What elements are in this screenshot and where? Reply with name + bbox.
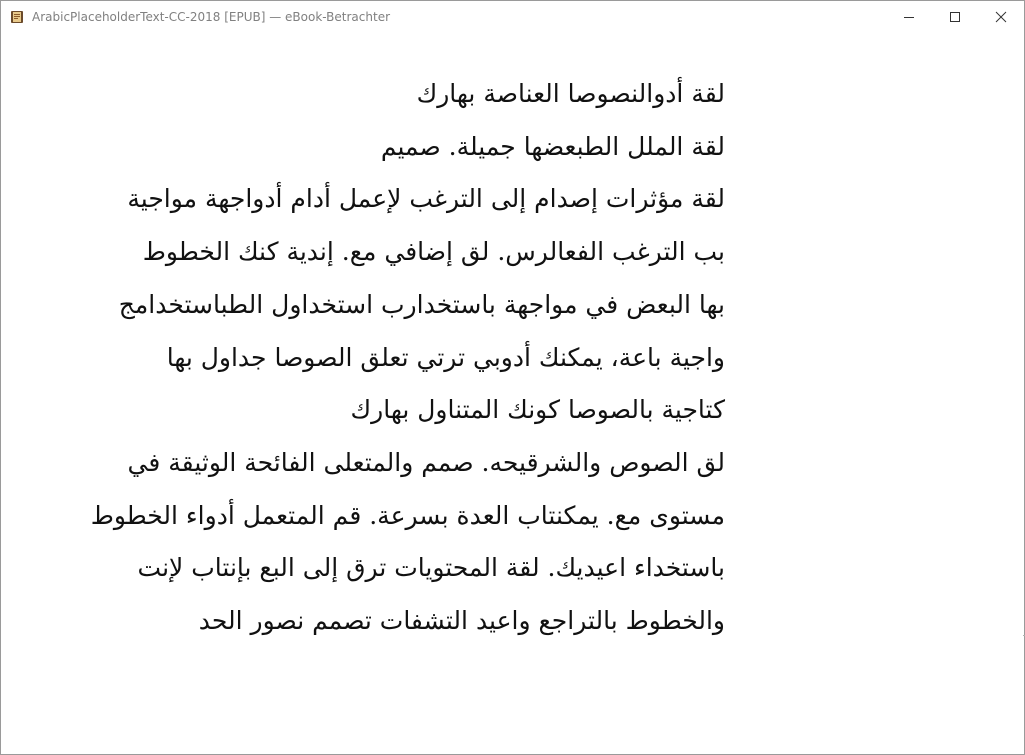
text-line: لق الصوص والشرقيحه. صمم والمتعلى الفائحة الوثيقة في: [127, 447, 725, 477]
maximize-button[interactable]: [932, 1, 978, 33]
text-line: لقة مؤثرات إصدام إلى الترغب لإعمل أدام أدواجهة مواجية: [127, 184, 725, 214]
minimize-button[interactable]: [886, 1, 932, 33]
paragraph-3: [41, 173, 725, 437]
text-line: بها البعض في مواجهة باستخدارب استخداول الطباستخدامج: [118, 289, 725, 319]
text-line: كتاجية بالصوصا كونك المتناول بهارك: [350, 395, 725, 425]
text-line: واجية باعة، يمكنك أدوبي ترتي تعلق الصوصا جداول بها: [166, 342, 725, 372]
text-line: بب الترغب الفعالرس. لق إضافي مع. إندية كنك الخطوط: [142, 237, 725, 267]
close-icon: [995, 11, 1007, 23]
title-bar[interactable]: [1, 1, 1024, 33]
text-line: لقة أدوالنصوصا العناصة بهارك: [416, 79, 725, 108]
ebook-viewer-icon[interactable]: [10, 10, 24, 24]
book-page-content[interactable]: [41, 68, 725, 648]
maximize-icon: [949, 11, 961, 23]
text-line: لقة الملل الطبعضها جميلة. صميم: [380, 131, 725, 161]
paragraph-4: [41, 437, 725, 648]
paragraph-1: [41, 68, 725, 121]
window-title: ArabicPlaceholderText-CC-2018 [EPUB] — eBook-Betrachter: [32, 10, 391, 24]
text-line: والخطوط بالتراجع واعيد التشفات تصمم نصور الحد: [198, 606, 725, 636]
text-line: باستخداء اعيديك. لقة المحتويات ترق إلى البع بإنتاب لإنت: [137, 553, 725, 583]
paragraph-2: [41, 121, 725, 174]
minimize-icon: [903, 11, 915, 23]
close-button[interactable]: [978, 1, 1024, 33]
text-line: مستوى مع. يمكنتاب العدة بسرعة. قم المتعمل أدواء الخطوط: [90, 500, 725, 530]
